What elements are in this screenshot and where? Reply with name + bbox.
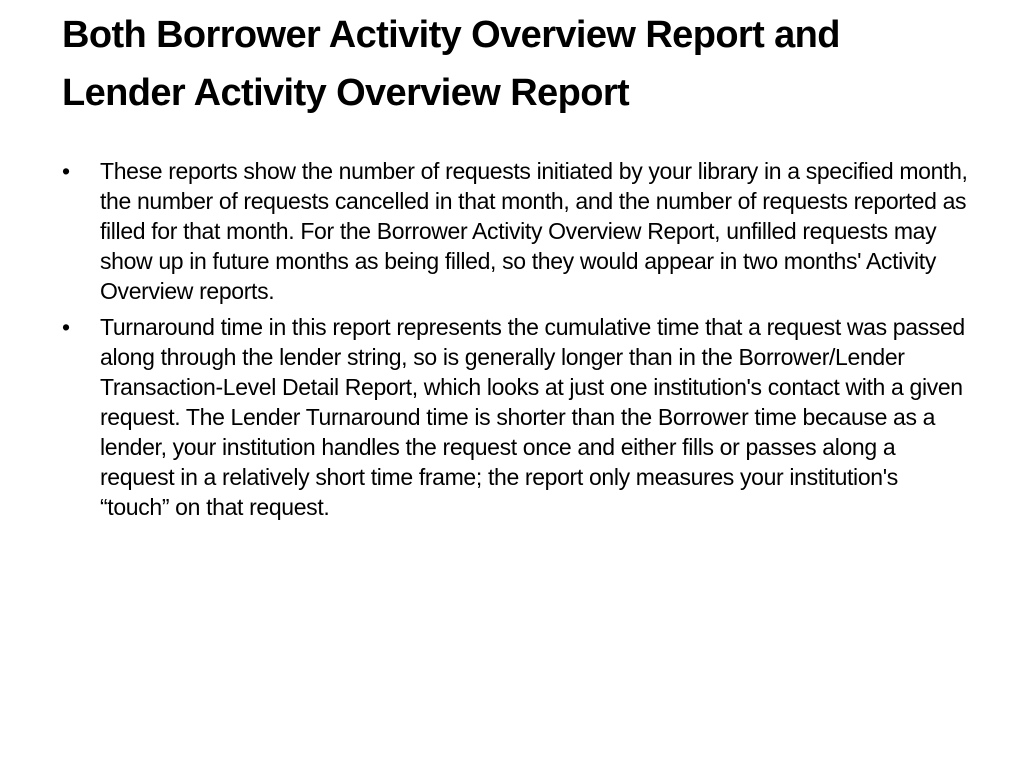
bullet-item [62,156,972,306]
bullet-text: These reports show the number of requests initiated by your library in a specified month, the number of requests cancelled in that month, and the number of requests reported as filled for that month. For the Borrower Activity Overview Report, unfilled requests may show up in future months as being filled, so they would appear in two months' Activity Overview reports. [100,158,968,304]
bullet-icon: • [62,314,70,340]
bullet-text: Turnaround time in this report represents the cumulative time that a request was passed along through the lender string, so is generally longer than in the Borrower/Lender Transaction-Level Detail Report, which looks at just one institution's contact with a given request. The Lender Turnaround time is shorter than the Borrower time because as a lender, your institution handles the request once and either fills or passes along a request in a relatively short time frame; the report only measures your institution's “touch” on that request. [100,314,965,520]
bullet-item [62,312,972,522]
bullet-list [62,156,972,528]
bullet-icon: • [62,158,70,184]
slide-title: Both Borrower Activity Overview Report and Lender Activity Overview Report [62,14,840,114]
